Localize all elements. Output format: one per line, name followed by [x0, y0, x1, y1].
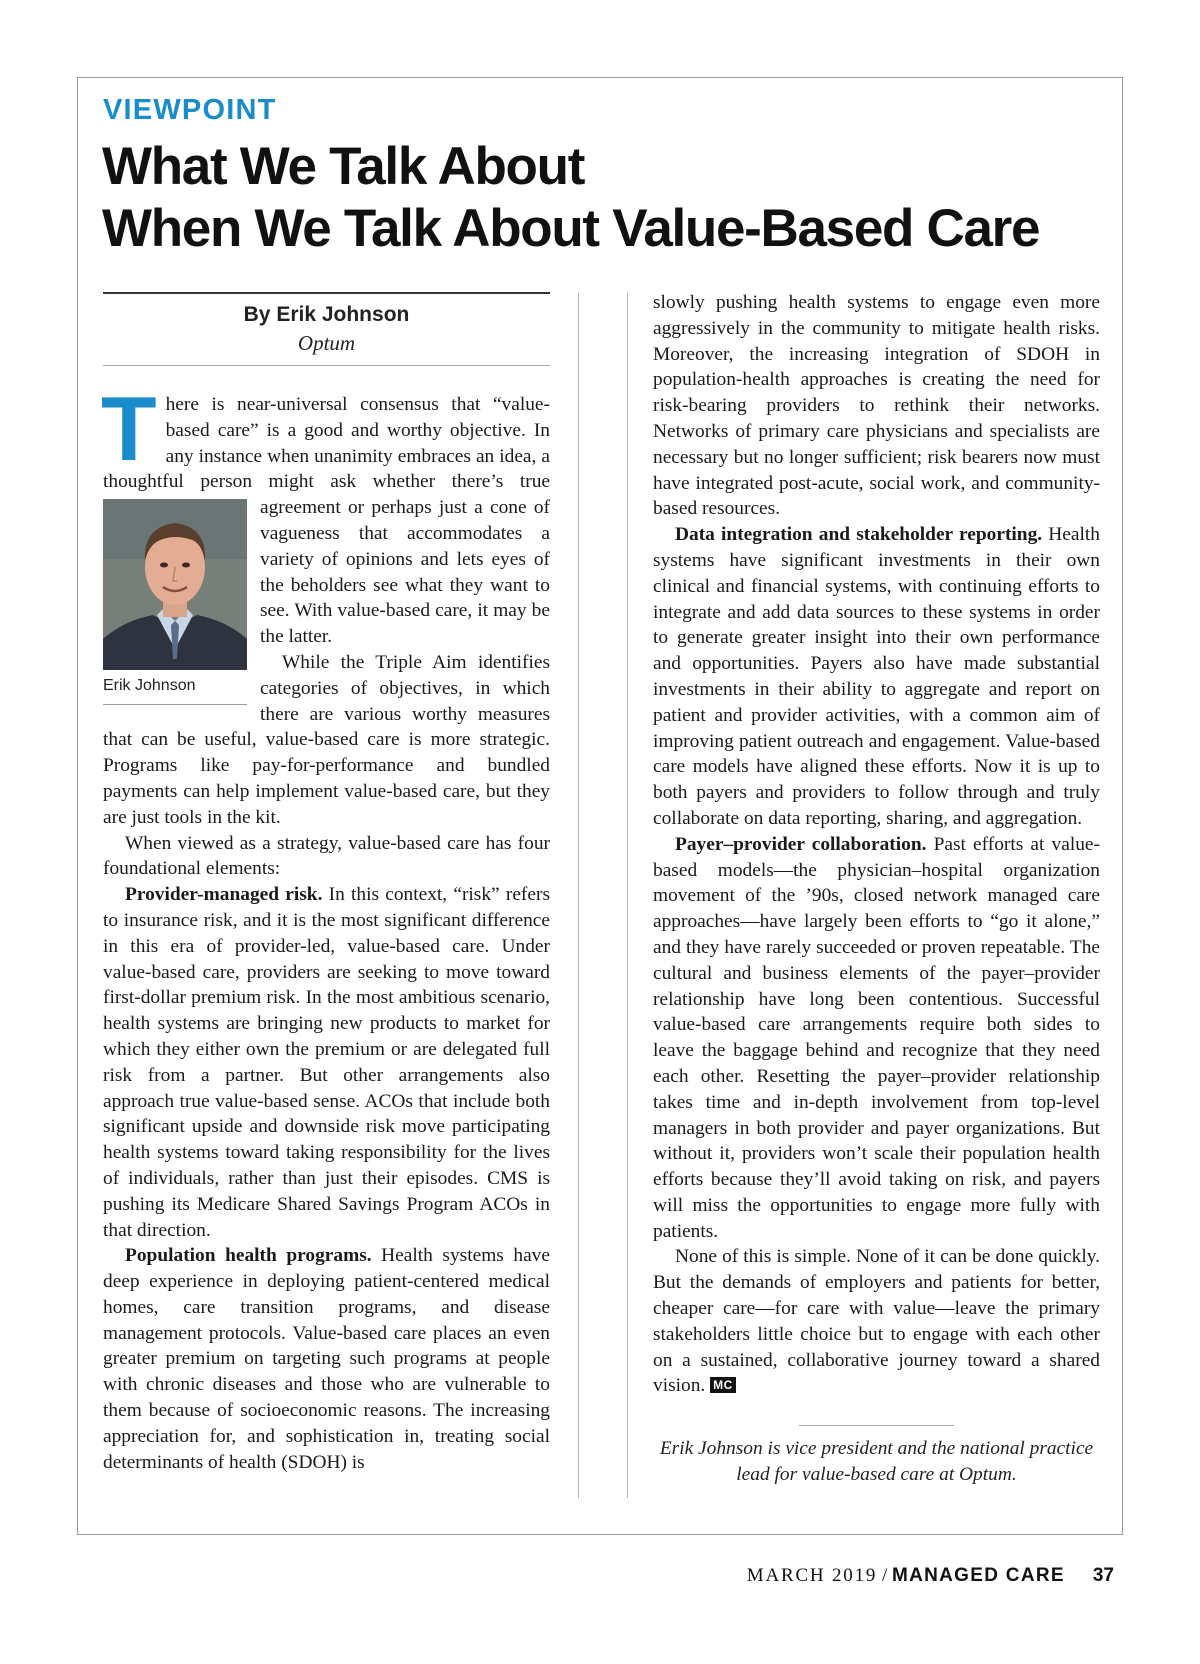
author-byline: By Erik Johnson [243, 303, 410, 326]
issue-date: MARCH 2019 [746, 1565, 878, 1586]
author-affiliation: Optum [297, 331, 356, 355]
page-number: 37 [1092, 1565, 1114, 1586]
end-mark-icon: MC [710, 1377, 736, 1393]
closing-paragraph [653, 1244, 1100, 1399]
intro-text-b: agreement or perhaps just a cone of vagueness that accommodates a variety of opinions and lets eyes of the beholders see what they want to see. With value-based care, it may be the latter. [260, 497, 550, 648]
intro-paragraph [101, 379, 550, 695]
section-text: Health systems have significant investments in their own clinical and financial systems, with continuing efforts to integrate and add data sources to these systems in order to generate greater insight into their own performance and opportunities. Payers also have made substantial investments in their ability to aggregate and report on patient and provider activities, with a common aim of improving patient outreach and engagement. Value-based care models have aligned these efforts. Now it is up to both payers and providers to follow through and truly collaborate on data reporting, sharing, and aggregation. [653, 524, 1100, 829]
byline-rule-bottom [103, 365, 550, 366]
section-text: In this context, “risk” refers to insurance risk, and it is the most significant difference in this era of provider-led, value-based care. Under value-based care, providers are seeking to move toward first-dollar premium risk. In the most ambitious scenario, health systems are bringing new products to market for which they either own the premium or are delegated full risk from a partner. But other arrangements also approach true value-based sense. ACOs that include both significant upside and downside risk move participating health systems toward taking responsibility for the lives of individuals, rather than just their episodes. CMS is pushing its Medicare Shared Savings Program ACOs in that direction. [103, 884, 551, 1241]
closing-text: None of this is simple. None of it can be done quickly. But the demands of employers and patients for better, cheaper care—for care with value—leave the primary stakeholders little choice but to engage with each other on a sustained, collaborative journey toward a shared vision. [653, 1246, 1100, 1397]
body-paragraph: When viewed as a strategy, value-based care has four foundational elements: [103, 832, 550, 880]
body-paragraph-continued: slowly pushing health systems to engage even more aggressively in the community to mitigate health risks. Moreover, the increasing integration of SDOH in population-health approaches is creating the need for risk-bearing providers to rethink their networks. Networks of primary care physicians and specialists are necessary but no longer sufficient; risk bearers now must have integrated post-acute, social work, and community-based resources. [653, 292, 1100, 520]
body-paragraph [103, 1243, 550, 1475]
column-rule-left [578, 293, 579, 1498]
body-paragraph [653, 832, 1100, 1245]
column-rule-right [627, 293, 628, 1498]
photo-caption: Erik Johnson [103, 676, 247, 705]
author-photo [103, 499, 247, 670]
section-lead-in: Population health programs. [125, 1245, 372, 1267]
author-photo-figure [103, 499, 247, 705]
section-lead-in: Data integration and stakeholder reporting. [675, 524, 1043, 546]
article-headline [102, 136, 1102, 260]
section-lead-in: Provider-managed risk. [125, 884, 323, 906]
author-bio: Erik Johnson is vice president and the national practice lead for value-based care at Optum. [659, 1438, 1094, 1486]
drop-cap: T [101, 379, 157, 480]
left-column [101, 379, 551, 1475]
publication-name: MANAGED CARE [891, 1565, 1065, 1586]
body-paragraph: While the Triple Aim identifies categories of objectives, in which there are various worthy measures that can be useful, value-based care is more strategic. Programs like pay-for-performance and bundled payments can help implement value-based care, but they are just tools in the kit. [103, 651, 550, 828]
right-column [653, 290, 1100, 1488]
bio-divider [799, 1425, 954, 1426]
intro-text-a: here is near-universal consensus that “value-based care” is a good and worthy objective. In any instance when unanimity embraces an idea, a thoughtful person might ask whether there’s true [103, 394, 550, 493]
section-kicker: VIEWPOINT [103, 94, 277, 126]
headline-line-2: When We Talk About Value-Based Care [102, 199, 1040, 258]
body-paragraph [103, 882, 550, 1243]
section-lead-in: Payer–provider collaboration. [675, 833, 927, 855]
headline-line-1: What We Talk About [102, 137, 585, 196]
body-paragraph [653, 522, 1100, 832]
section-text: Past efforts at value-based models—the physician–hospital organization movement of the ’90s, closed network managed care approaches—have largely been efforts to “go it alone,” and they have rarely succeeded or proven repeatable. The cultural and business elements of the payer–provider relationship have long been contentious. Successful value-based care arrangements require both sides to leave the baggage behind and recognize that they need each other. Resetting the payer–provider relationship takes time and in-depth involvement from top-level managers in both provider and payer organizations. But without it, providers won’t scale their population health efforts because they’ll avoid taking on risk, and payers will miss the opportunities to engage more fully with patients. [653, 833, 1100, 1242]
section-text: Health systems have deep experience in deploying patient-centered medical homes, care transition programs, and disease management protocols. Value-based care places an even greater premium on targeting such programs at people with chronic diseases and those who are vulnerable to them because of socioeconomic reasons. The increasing appreciation for, and sophistication in, treating social determinants of health (SDOH) is [103, 1245, 550, 1473]
page-footer [747, 1565, 1114, 1587]
author-portrait-image [103, 499, 247, 670]
byline-rule-top [103, 292, 550, 294]
footer-separator: / [877, 1565, 892, 1586]
